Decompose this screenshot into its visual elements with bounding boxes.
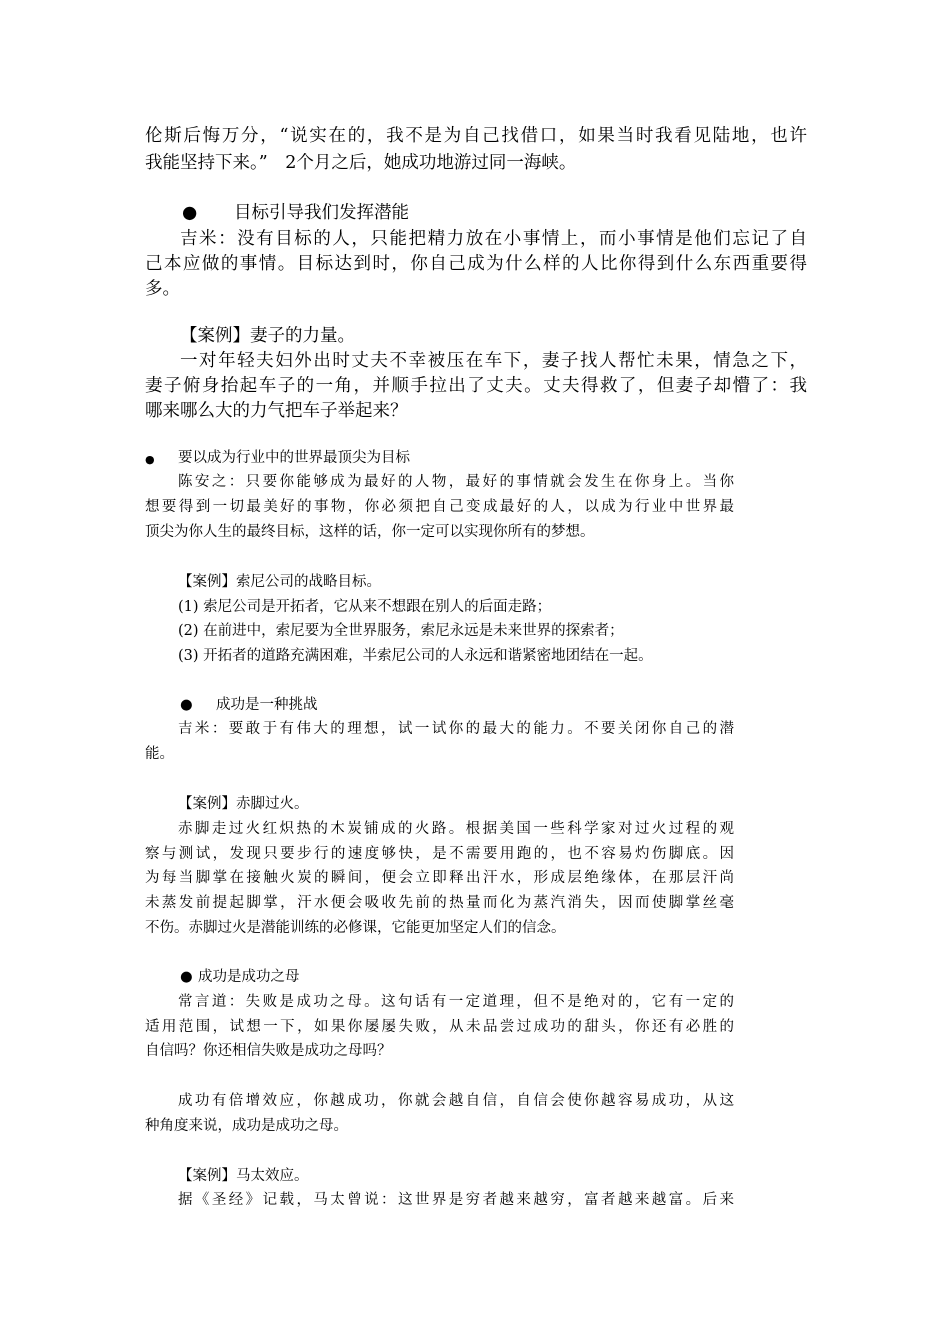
paragraph-line: 顶尖为你人生的最终目标，这样的话，你一定可以实现你所有的梦想。 [145, 524, 595, 540]
paragraph-line: 成功有倍增效应，你越成功，你就会越自信，自信会使你越容易成功，从这 [178, 1093, 734, 1109]
paragraph-line: 察与测试，发现只要步行的速度够快，是不需要用跑的，也不容易灼伤脚底。因 [145, 846, 734, 862]
case-title: 【案例】马太效应。 [178, 1168, 309, 1184]
list-item: (1) 索尼公司是开拓者，它从来不想跟在别人的后面走路； [178, 599, 552, 615]
bullet-icon: ● [182, 203, 198, 223]
case-title: 【案例】赤脚过火。 [178, 796, 309, 812]
section-heading: 目标引导我们发挥潜能 [234, 203, 409, 223]
section-heading: 要以成为行业中的世界最顶尖为目标 [178, 450, 410, 466]
paragraph-line: 种角度来说，成功是成功之母。 [145, 1118, 348, 1134]
paragraph-line: 吉米：要敢于有伟大的理想，试一试你的最大的能力。不要关闭你自己的潜 [178, 721, 734, 737]
paragraph-line: 多。 [145, 279, 180, 299]
paragraph-line: 哪来哪么大的力气把车子举起来？ [145, 401, 408, 421]
paragraph-line: 自信吗？你还相信失败是成功之母吗？ [145, 1043, 392, 1059]
bullet-icon: ● [180, 969, 193, 985]
list-item: (3) 开拓者的道路充满困难，半索尼公司的人永远和谐紧密地团结在一起。 [178, 648, 653, 664]
bullet-icon: ● [180, 697, 193, 713]
paragraph-line: 妻子俯身抬起车子的一角，并顺手拉出了丈夫。丈夫得救了，但妻子却懵了：我 [145, 376, 807, 396]
list-item: (2) 在前进中，索尼要为全世界服务，索尼永远是未来世界的探索者； [178, 623, 624, 639]
paragraph-line: 未蒸发前提起脚掌，汗水便会吸收先前的热量而化为蒸汽消失，因而使脚掌丝毫 [145, 895, 734, 911]
paragraph-line: 据《圣经》记载，马太曾说：这世界是穷者越来越穷，富者越来越富。后来 [178, 1192, 734, 1208]
paragraph-line: 为每当脚掌在接触火炭的瞬间，便会立即释出汗水，形成层绝缘体，在那层汗尚 [145, 870, 734, 886]
paragraph-line: 己本应做的事情。目标达到时，你自己成为什么样的人比你得到什么东西重要得 [145, 254, 807, 274]
paragraph-line: 伦斯后悔万分，“说实在的，我不是为自己找借口，如果当时我看见陆地，也许 [145, 126, 807, 146]
paragraph-line: 一对年轻夫妇外出时丈夫不幸被压在车下，妻子找人帮忙未果，情急之下， [180, 351, 807, 371]
paragraph-line: 不伤。赤脚过火是潜能训练的必修课，它能更加坚定人们的信念。 [145, 920, 566, 936]
paragraph-line: 我能坚持下来。” 2个月之后，她成功地游过同一海峡。 [145, 153, 577, 173]
section-heading: 成功是成功之母 [198, 969, 300, 985]
case-title: 【案例】索尼公司的战略目标。 [178, 574, 381, 590]
paragraph-line: 陈安之：只要你能够成为最好的人物，最好的事情就会发生在你身上。当你 [178, 474, 734, 490]
paragraph-line: 常言道：失败是成功之母。这句话有一定道理，但不是绝对的，它有一定的 [178, 994, 734, 1010]
paragraph-line: 适用范围，试想一下，如果你屡屡失败，从未品尝过成功的甜头，你还有必胜的 [145, 1019, 734, 1035]
bullet-icon: ● [145, 453, 155, 466]
paragraph-line: 赤脚走过火红炽热的木炭铺成的火路。根据美国一些科学家对过火过程的观 [178, 821, 734, 837]
paragraph-line: 能。 [145, 746, 174, 762]
case-title: 【案例】妻子的力量。 [180, 326, 355, 346]
paragraph-line: 想要得到一切最美好的事物，你必须把自己变成最好的人，以成为行业中世界最 [145, 499, 734, 515]
paragraph-line: 吉米：没有目标的人，只能把精力放在小事情上，而小事情是他们忘记了自 [180, 229, 807, 249]
section-heading: 成功是一种挑战 [216, 697, 318, 713]
